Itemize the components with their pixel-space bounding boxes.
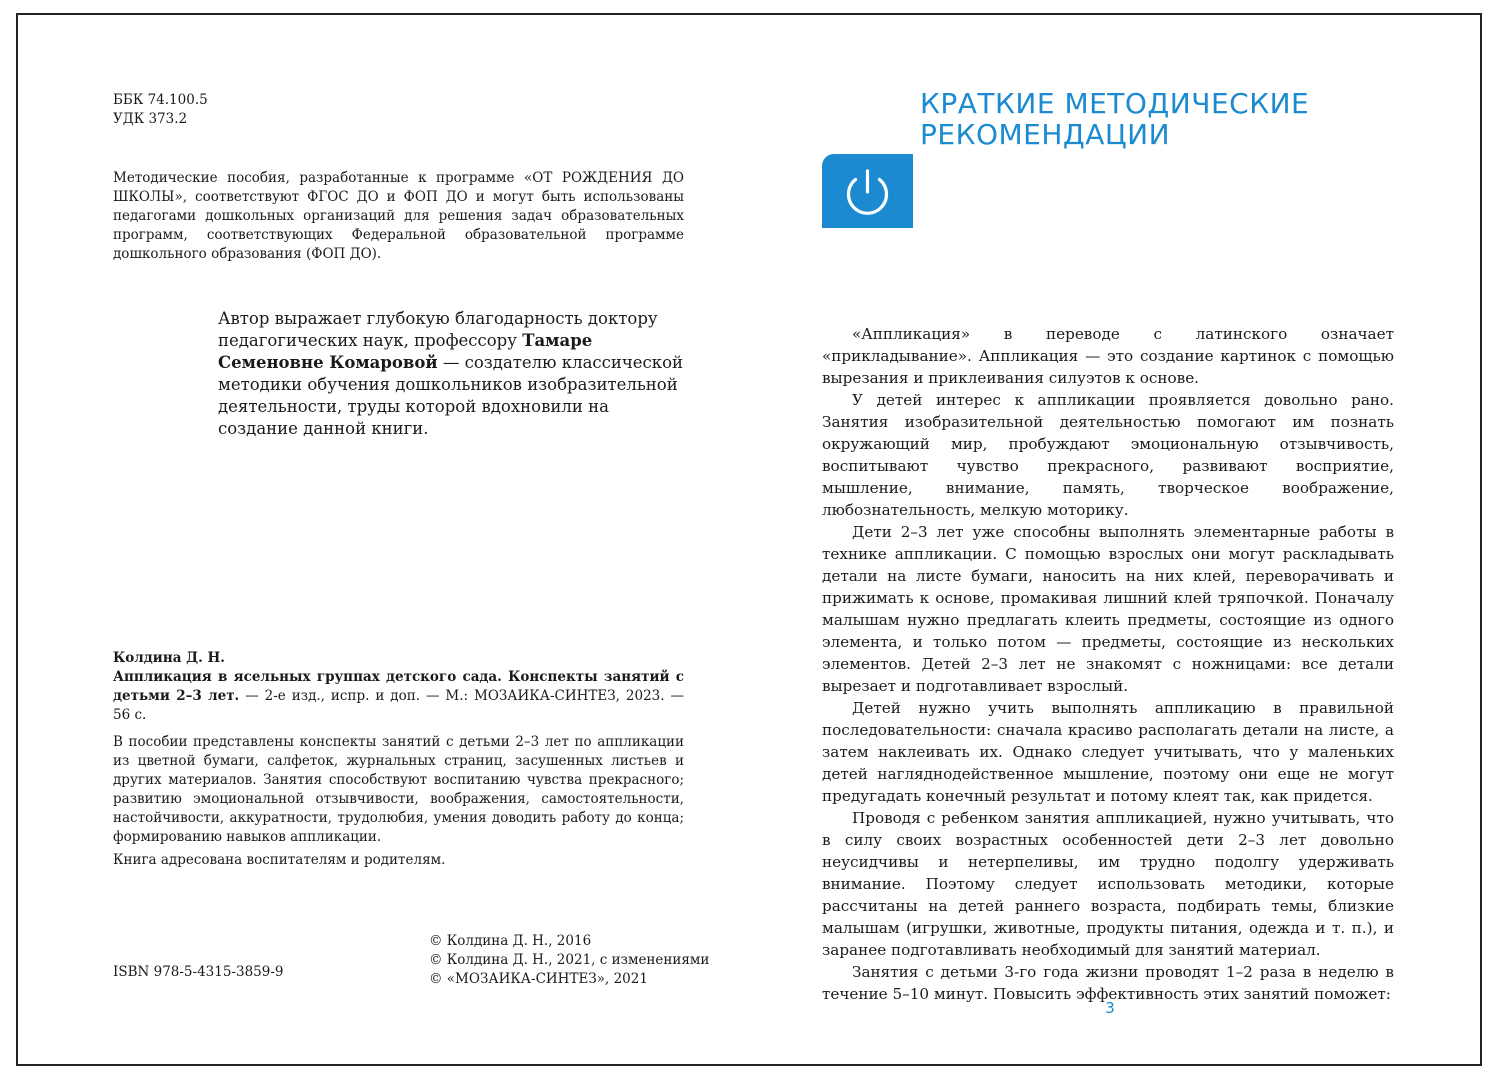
isbn: ISBN 978-5-4315-3859-9: [113, 964, 284, 980]
dedication: [218, 308, 684, 440]
section-icon-badge: [822, 154, 913, 228]
bibliography-details: — 2-е изд., испр. и доп. — М.: МОЗАИКА-СИНТЕЗ, 2023. — 56 с.: [113, 688, 684, 723]
bibliography: [113, 649, 684, 725]
paragraph: Проводя с ребенком занятия аппликацией, нужно учитывать, что в силу своих возрастных особенностей дети 2–3 лет довольно неусидчивы и нетерпеливы, им трудно подолгу удерживать внимание. Поэтому следует использовать методики, которые рассчитаны на детей раннего возраста, подбирать темы, близкие малышам (игрушки, животные, продукты питания, одежда и т. п.), и заранее подготавливать необходимый для занятий материал.: [822, 809, 1394, 959]
bibliography-record: [113, 668, 684, 725]
paragraph: Детей нужно учить выполнять аппликацию в правильной последовательности: сначала красиво располагать детали на листе, а затем наклеивать их. Однако следует учитывать, что у маленьких детей нагляднодейственное мышление, поэтому они еще не могут предугадать конечный результат и потому клеят так, как придется.: [822, 699, 1394, 805]
power-icon: [822, 154, 913, 228]
dedication-text-before: Автор выражает глубокую благодарность доктору педагогических наук, профессору: [218, 309, 658, 350]
dedication-text-after: — создателю классической методики обучения дошкольников изобразительной деятельности, труды которой вдохновили на создание данной книги.: [218, 353, 684, 438]
paragraph: У детей интерес к аппликации проявляется довольно рано. Занятия изобразительной деятельностью помогают им познать окружающий мир, пробуждают эмоциональную отзывчивость, воспитывают чувство прекрасного, развивают восприятие, мышление, внимание, память, творческое воображение, любознательность, мелкую моторику.: [822, 391, 1394, 519]
copyright-block: [429, 932, 719, 989]
copyright-line: © «МОЗАИКА-СИНТЕЗ», 2021: [429, 971, 648, 987]
bbk-code: ББК 74.100.5: [113, 92, 208, 108]
section-heading: КРАТКИЕ МЕТОДИЧЕСКИЕ РЕКОМЕНДАЦИИ: [920, 87, 1310, 151]
udk-code: УДК 373.2: [113, 111, 188, 127]
audience-note: Книга адресована воспитателям и родителям.: [113, 852, 446, 868]
dedication-name: Тамаре Семеновне Комаровой: [218, 331, 593, 372]
paragraph: «Аппликация» в переводе с латинского означает «прикладывание». Аппликация — это создание картинок с помощью вырезания и приклеивания силуэтов к основе.: [822, 325, 1394, 387]
methodology-note: Методические пособия, разработанные к программе «ОТ РОЖДЕНИЯ ДО ШКОЛЫ», соответствуют ФГОС ДО и ФОП ДО и могут быть использованы педагогами дошкольных организаций для решения задач образовательных программ, соответствующих Федеральной образовательной программе дошкольного образования (ФОП ДО).: [113, 170, 684, 262]
main-text: [822, 323, 1394, 1005]
paragraph: Дети 2–3 лет уже способны выполнять элементарные работы в технике аппликации. С помощью взрослых они могут раскладывать детали на листе бумаги, наносить на них клей, переворачивать и прижимать к основе, промакивая лишний клей тряпочкой. Поначалу малышам нужно предлагать клеить предметы, состоящие из одного элемента, и только потом — предметы, состоящие из нескольких элементов. Детей 2–3 лет не знакомят с ножницами: все детали вырезает и подготавливает взрослый.: [822, 523, 1394, 695]
bibliography-author: Колдина Д. Н.: [113, 650, 226, 666]
paragraph: Занятия с детьми 3-го года жизни проводят 1–2 раза в неделю в течение 5–10 минут. Повысить эффективность этих занятий поможет:: [822, 963, 1394, 1003]
page-number: 3: [1105, 999, 1115, 1017]
classification-block: [113, 91, 413, 129]
bibliography-title: Аппликация в ясельных группах детского сада. Конспекты занятий с детьми 2–3 лет.: [113, 669, 684, 704]
copyright-line: © Колдина Д. Н., 2016: [429, 933, 592, 949]
copyright-line: © Колдина Д. Н., 2021, с изменениями: [429, 952, 710, 968]
annotation: В пособии представлены конспекты занятий с детьми 2–3 лет по аппликации из цветной бумаги, салфеток, журнальных страниц, засушенных листьев и других материалов. Занятия способствуют воспитанию чувства прекрасного; развитию эмоциональной отзывчивости, воображения, самостоятельности, настойчивости, аккуратности, трудолюбия, умения доводить работу до конца; формированию навыков аппликации.: [113, 734, 684, 845]
